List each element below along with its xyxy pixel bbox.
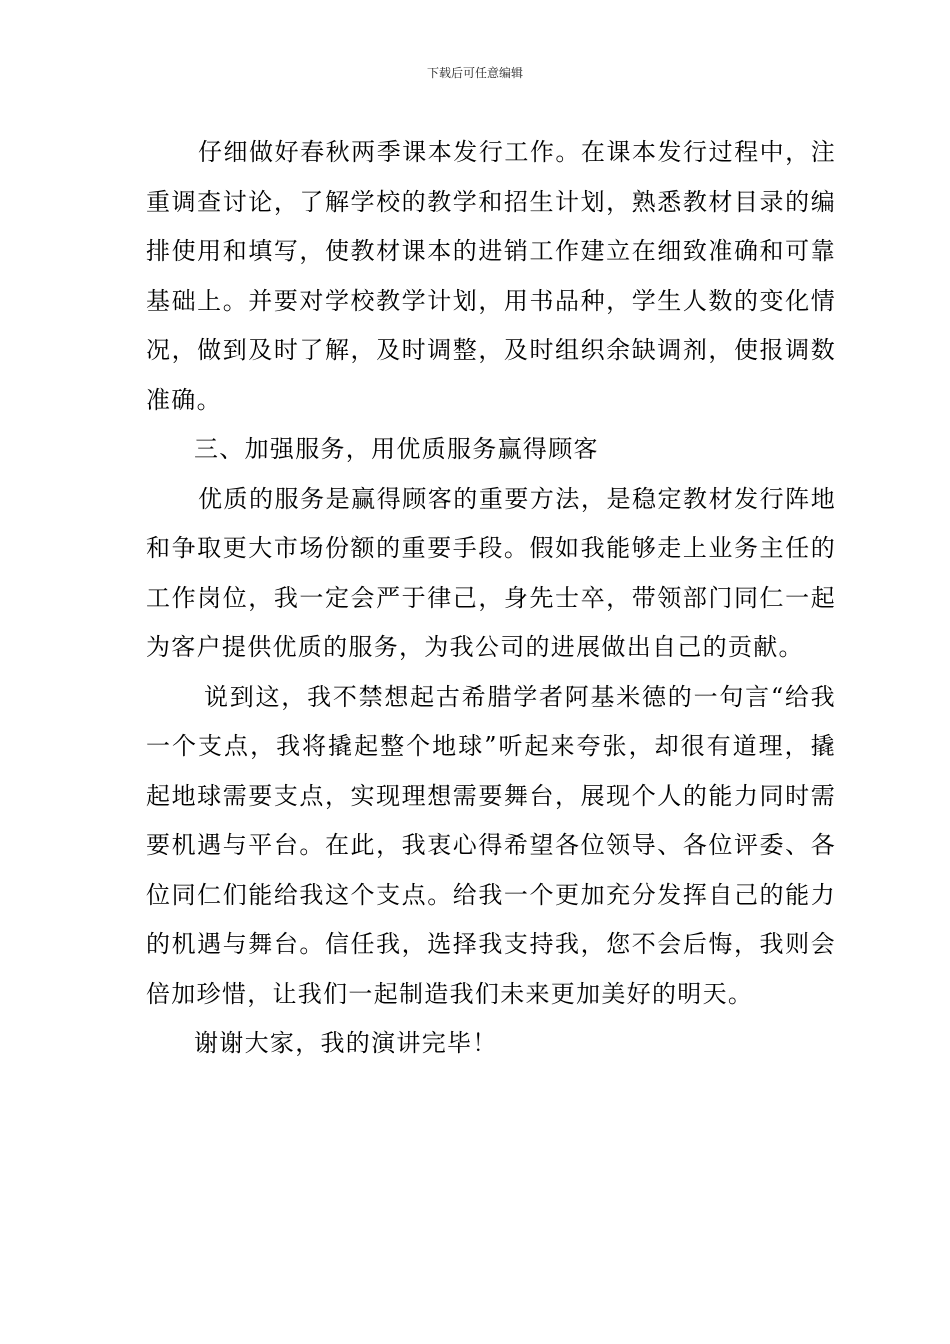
document-body xyxy=(146,128,836,1069)
paragraph-archimedes-quote: 说到这，我不禁想起古希腊学者阿基米德的一句言“给我一个支点，我将撬起整个地球”听起来夸张，却很有道理，撬起地球需要支点，实现理想需要舞台，展现个人的能力同时需要机遇与平台。在此，我衷心得希望各位领导、各位评委、各位同仁们能给我这个支点。给我一个更加充分发挥自己的能力的机遇与舞台。信任我，选择我支持我，您不会后悔，我则会倍加珍惜，让我们一起制造我们未来更加美好的明天。 xyxy=(146,682,836,1008)
paragraph-quality-service: 优质的服务是赢得顾客的重要方法，是稳定教材发行阵地和争取更大市场份额的重要手段。假如我能够走上业务主任的工作岗位，我一定会严于律己，身先士卒，带领部门同仁一起为客户提供优质的服务，为我公司的进展做出自己的贡献。 xyxy=(146,484,836,661)
section-heading-service: 三、加强服务，用优质服务赢得顾客 xyxy=(194,435,599,463)
paragraph-textbook-distribution: 仔细做好春秋两季课本发行工作。在课本发行过程中，注重调查讨论，了解学校的教学和招生计划，熟悉教材目录的编排使用和填写，使教材课本的进销工作建立在细致准确和可靠基础上。并要对学校教学计划，用书品种，学生人数的变化情况，做到及时了解，及时调整，及时组织余缺调剂，使报调数准确。 xyxy=(146,138,836,414)
page-header: 下载后可任意编辑 xyxy=(426,66,523,80)
paragraph-closing-thanks: 谢谢大家，我的演讲完毕！ xyxy=(194,1029,498,1057)
